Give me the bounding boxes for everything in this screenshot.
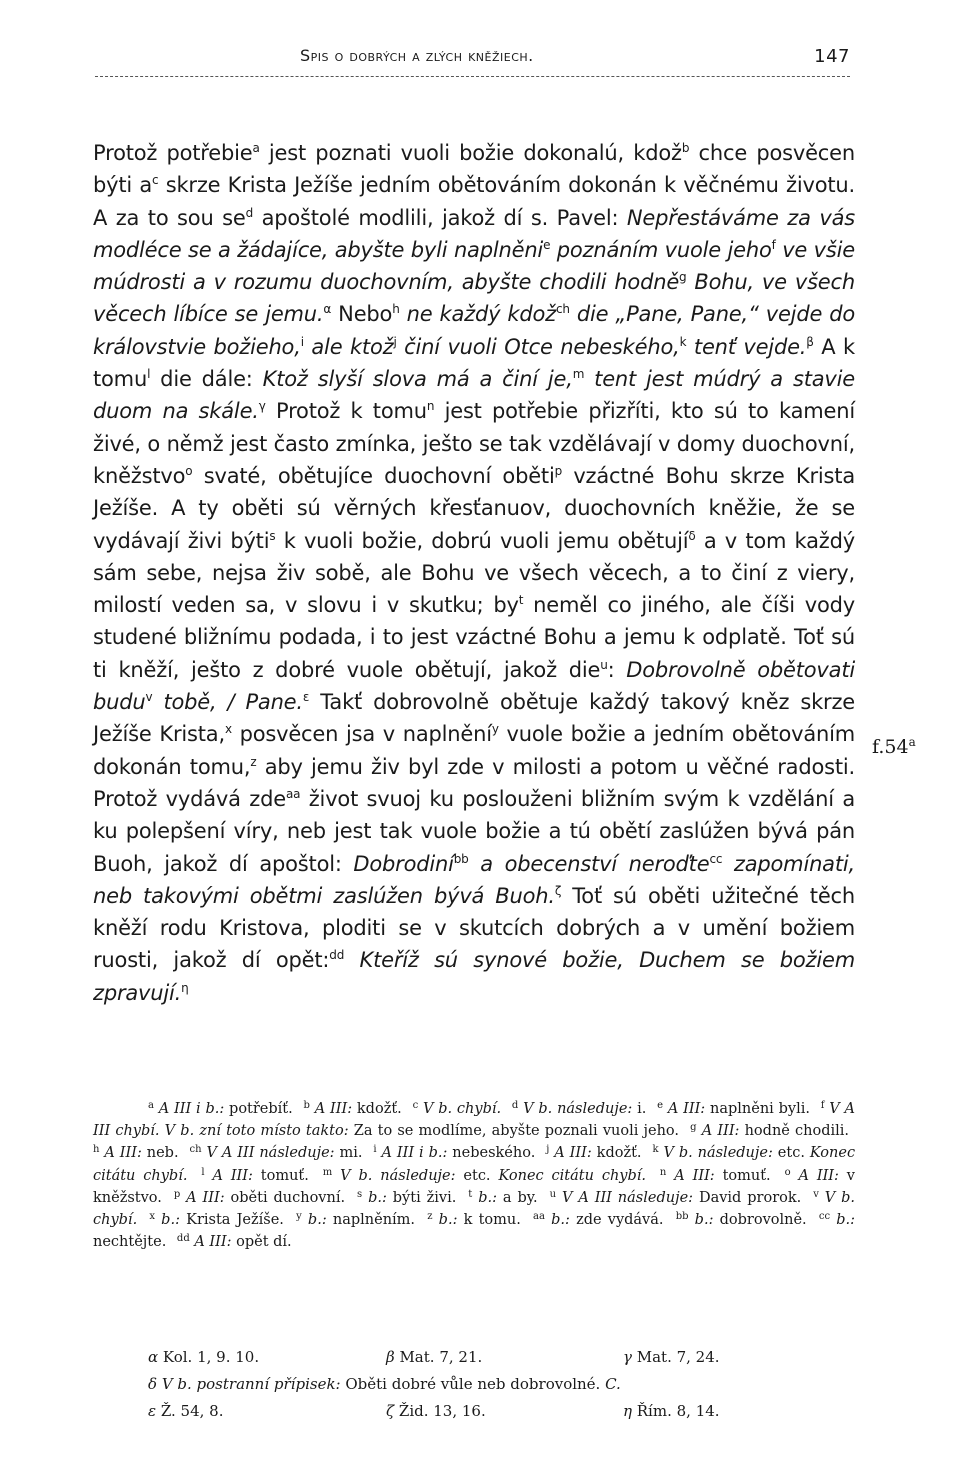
footnote-text: A III i b.: (381, 1145, 448, 1162)
quotation: Dobrovolně obětovati budu (93, 657, 855, 715)
footnote-b (304, 1101, 402, 1117)
footnote-text: David prorok. (693, 1189, 802, 1206)
text: Toť sú oběti užitečné těch kněží rodu Kristova, ploditi se v skutcích dobrých a v umění božiem ruosti, jakož dí opět: (93, 883, 855, 973)
reference-mark: α (323, 302, 332, 317)
footnote-text: nebeského. (447, 1145, 536, 1162)
reference-note: C. (605, 1375, 621, 1393)
text: jest potřebie přizříti, kto sú to kamení živé, o němž jest často zmínka, ješto se tak vzdělávají v domy duochovní, kněžstvo (93, 399, 855, 488)
footnote-mark: j (393, 334, 397, 349)
page-number: 147 (814, 46, 850, 67)
reference-mark: γ (623, 1348, 637, 1366)
footnote-text: V b. chybí. (93, 1189, 856, 1229)
reference-mark: ε (148, 1402, 161, 1420)
footnote-text: A III i b.: (158, 1101, 225, 1117)
text (344, 948, 359, 972)
reference-row (148, 1344, 848, 1371)
footnote-mark: v (145, 690, 153, 705)
footnote-text: Konec citátu chybí. (93, 1145, 856, 1184)
footnote-mark: o (185, 463, 193, 478)
footnote-text: A III: (194, 1234, 232, 1251)
footnote-mark: h (392, 302, 400, 317)
footnote-aa (533, 1212, 664, 1228)
reference-text: Oběti dobré vůle neb dobrovolné. (340, 1375, 606, 1393)
footnote-text: v kněžstvo. (93, 1167, 856, 1206)
footnote-mark: bb (675, 1211, 689, 1223)
footnote-mark: cc (709, 851, 723, 866)
footnote-text: A III: (701, 1123, 740, 1140)
footnote-e (657, 1101, 810, 1117)
text: Protož k tomu (265, 399, 427, 424)
footnote-mark: u (600, 657, 608, 672)
footnote-mark: ch (189, 1144, 202, 1156)
footnote-text: V A III následuje: (561, 1189, 694, 1206)
reference-text: Mat. 7, 21. (399, 1348, 483, 1366)
footnote-mark: z (250, 754, 257, 769)
quotation: a obecenství neroďte (468, 851, 710, 876)
footnote-mark: t (518, 593, 524, 608)
footnote-a (148, 1101, 293, 1117)
quotation: činí vuoli Otce nebeského, (396, 334, 680, 359)
footnote-text: kdožť. (352, 1101, 402, 1117)
footnote-y (296, 1212, 415, 1228)
text: jest poznati vuoli božie dokonalú, kdož (259, 141, 682, 165)
footnote-text: zde vydává. (569, 1212, 664, 1229)
footnote-mark: y (296, 1211, 302, 1223)
footnote-mark: c (152, 173, 159, 188)
text: vuole božie a jedním obětováním dokonán tomu, (93, 722, 856, 779)
footnote-mark: b (681, 141, 690, 155)
quotation: tent jest múdrý a stavie duom na skále. (93, 367, 855, 424)
footnote-g (690, 1123, 849, 1139)
footnote-mark: f (820, 1100, 825, 1111)
footnote-mark: l (147, 367, 151, 382)
footnote-text: b.: (836, 1212, 855, 1229)
footnote-mark: h (93, 1144, 100, 1156)
reference-mark: η (623, 1402, 637, 1420)
reference-δ (148, 1371, 621, 1398)
reference-text: Řím. 8, 14. (636, 1402, 720, 1420)
text: vzáctné Bohu skrze Krista Ježíše. A ty oběti sú věrných křesťanuov, duochovních kněžie, že se vydávají živi býti (93, 463, 856, 553)
text: neměl co jiného, ale číši vody studené bližnímu podada, i to jest vzáctné Bohu a jemu k odplatě. Toť sú ti kněží, ješto z dobré vuole obětují, jakož die (93, 593, 855, 682)
footnote-text: A III: (212, 1167, 253, 1184)
footnote-text: b.: (551, 1212, 570, 1229)
footnote-mark: d (245, 205, 254, 220)
footnote-mark: y (491, 722, 499, 737)
footnote-mark: e (657, 1100, 664, 1111)
footnote-mark: dd (329, 948, 345, 963)
reference-mark: β (806, 334, 814, 349)
text: život svuoj ku poslouženi bližním svým k vzdělání a ku polepšení víry, neb jest tak vuole božie a tú obětí zaslúžen bývá pán Buoh, jakož dí apoštol: (93, 786, 855, 876)
footnote-text: tomuť. (714, 1167, 771, 1184)
footnote-text: i. (632, 1101, 647, 1117)
footnote-text: b.: (694, 1212, 714, 1229)
footnote-text: etc. (455, 1167, 499, 1184)
footnote-c (413, 1101, 502, 1117)
footnote-mark: i (373, 1144, 377, 1156)
footnote-l (201, 1168, 309, 1184)
footnote-text: V b. následuje: (663, 1145, 773, 1162)
footnote-text: opět dí. (231, 1234, 292, 1251)
text: aby jemu živ byl zde v milosti a potom u věčné radosti. Protož vydává zde (93, 754, 855, 811)
footnote-j (546, 1145, 641, 1161)
footnote-mark: s (269, 528, 276, 543)
footnote-x (149, 1212, 284, 1228)
text: die dále: (150, 367, 263, 392)
quotation: Dobrodiní (353, 851, 454, 876)
footnote-mark: u (549, 1188, 557, 1200)
footnote-s (357, 1190, 456, 1206)
footnote-mark: g (690, 1122, 697, 1134)
reference-text: Žid. 13, 16. (398, 1402, 486, 1420)
footnote-text: A III: (104, 1145, 142, 1162)
footnote-text: tomuť. (252, 1167, 309, 1184)
footnote-text: mi. (334, 1145, 363, 1162)
reference-mark: ζ (386, 1402, 399, 1420)
footnote-mark: aa (285, 786, 301, 801)
footnote-text: naplněním. (326, 1212, 416, 1229)
footnote-text: A III: (186, 1189, 225, 1206)
reference-mark: γ (258, 399, 266, 414)
footnote-text: b.: (161, 1212, 180, 1229)
footnote-text: V b. následuje: (523, 1101, 633, 1117)
reference-mark: δ (148, 1375, 162, 1393)
footnote-list (93, 1098, 855, 1253)
reference-ε (148, 1398, 223, 1425)
header-rule (95, 76, 850, 77)
footnote-text: nechtějte. (93, 1234, 167, 1251)
footnote-mark: o (784, 1166, 791, 1178)
text: svaté, obětujíce duochovní oběti (192, 463, 555, 488)
reference-text: Kol. 1, 9. 10. (162, 1348, 260, 1366)
reference-row (148, 1398, 848, 1425)
footnote-ch (190, 1145, 363, 1161)
quotation: Kteříž sú synové božie, Duchem se božiem zpravují. (93, 948, 855, 1005)
folio-sup: a (908, 735, 916, 749)
footnote-text: A III: (554, 1145, 592, 1162)
footnote-text: b.: (368, 1189, 387, 1206)
footnotes (93, 1098, 855, 1253)
footnote-mark: s (357, 1188, 363, 1200)
quotation: tobě, / Pane. (152, 690, 303, 715)
footnote-mark: x (224, 722, 232, 737)
footnote-mark: z (427, 1211, 433, 1223)
footnote-mark: g (679, 270, 687, 285)
footnote-text: A III: (798, 1167, 839, 1184)
footnote-mark: a (148, 1100, 154, 1111)
footnote-mark: e (543, 237, 551, 252)
reference-mark: α (148, 1348, 163, 1366)
footnote-text: b.: (478, 1189, 497, 1206)
footnote-text: dobrovolně. (713, 1212, 807, 1229)
footnote-text: V A III následuje: (206, 1145, 335, 1162)
footnote-text: V b. chybí. (422, 1101, 502, 1117)
text: a v tom každý sám sebe, nejsa živ sobě, ale Bohu ve všech věcech, a to činí z viery, milostí veden sa, v slovu i v skutku; by (93, 528, 855, 618)
reference-η (623, 1398, 720, 1425)
reference-ζ (386, 1398, 486, 1425)
footnote-mark: ch (555, 302, 570, 317)
running-title: Spis o dobrých a zlých kněžiech. (300, 46, 534, 65)
quotation: die „Pane, Pane,“ vejde do královstvie božieho, (93, 302, 856, 359)
footnote-p (174, 1190, 345, 1206)
text: Nebo (331, 302, 393, 327)
reference-mark: η (181, 980, 189, 995)
quotation: zapomínati, neb takovými obětmi zaslúžen bývá Buoh. (93, 851, 855, 908)
folio-label: f.54 (872, 736, 909, 758)
footnote-text: potřebíť. (224, 1101, 293, 1117)
reference-mark: ε (302, 690, 310, 705)
footnote-text: Konec citátu chybí. (498, 1167, 647, 1184)
footnote-mark: v (813, 1188, 819, 1200)
footnote-text: kdožť. (591, 1145, 642, 1162)
footnote-mark: a (252, 141, 260, 155)
footnote-mark: c (412, 1100, 419, 1111)
quotation: ne každý kdož (399, 302, 556, 327)
quotation: poznáním vuole jeho (550, 237, 772, 262)
text: : (607, 657, 627, 682)
footnote-mark: aa (533, 1211, 545, 1223)
footnote-mark: d (511, 1100, 519, 1111)
footnote-text: hodně chodili. (739, 1123, 850, 1140)
footnote-h (93, 1145, 179, 1161)
quotation: Nepřestáváme za vás modléce se a žádajíce, abyšte byli naplněni (93, 205, 856, 262)
footnote-mark: j (546, 1144, 550, 1156)
reference-mark: δ (688, 528, 696, 543)
reference-text: Ž. 54, 8. (160, 1402, 224, 1420)
footnote-text: A III: (674, 1167, 715, 1184)
footnote-mark: l (201, 1166, 205, 1178)
reference-mark: ζ (554, 883, 562, 898)
text: posvěcen jsa v naplnění (231, 722, 492, 747)
footnote-text: Za to se modlíme, abyšte poznali vuoli jeho. (348, 1123, 680, 1140)
footnote-m (323, 1168, 646, 1184)
footnote-mark: n (659, 1166, 667, 1178)
footnote-text: oběti duchovní. (224, 1189, 346, 1206)
footnote-mark: f (771, 237, 776, 252)
footnote-mark: cc (818, 1211, 831, 1223)
footnote-mark: k (679, 334, 687, 349)
footnote-mark: p (173, 1188, 181, 1200)
quotation: ale ktož (303, 334, 394, 359)
footnote-mark: dd (176, 1233, 190, 1245)
footnote-mark: i (300, 334, 304, 349)
quotation: Bohu, ve všech věcech líbíce se jemu. (93, 270, 855, 327)
reference-α (148, 1344, 259, 1371)
footnote-mark: m (322, 1166, 333, 1178)
quotation: Ktož slyší slova má a činí je, (262, 367, 573, 392)
footnote-text: neb. (141, 1145, 179, 1162)
text: k vuoli božie, dobrú vuoli jemu obětují (275, 528, 689, 553)
footnote-d (512, 1101, 646, 1117)
footnote-z (427, 1212, 521, 1228)
text: chce posvěcen býti a (93, 141, 855, 198)
footnote-n (660, 1168, 771, 1184)
reference-text: Mat. 7, 24. (636, 1348, 720, 1366)
reference-β (386, 1344, 482, 1371)
running-header (95, 46, 850, 76)
footnote-mark: b (303, 1100, 310, 1111)
footnote-text: naplněni byli. (705, 1101, 810, 1117)
footnote-text: a by. (497, 1189, 538, 1206)
reference-γ (623, 1344, 720, 1371)
footnote-text: b.: (307, 1212, 327, 1229)
text: A k tomu (93, 334, 855, 392)
footnote-bb (676, 1212, 807, 1228)
footnote-text: A III: (667, 1101, 706, 1117)
text: apoštolé modlili, jakož dí s. Pavel: (253, 205, 627, 230)
footnote-text: A III: (314, 1101, 353, 1117)
main-text (93, 137, 855, 1009)
reference-note: V b. postranní přípisek: (161, 1375, 341, 1393)
footnote-text: V b. následuje: (340, 1167, 456, 1184)
text: Protož potřebie (93, 141, 253, 165)
footnote-t (468, 1190, 537, 1206)
reference-row (148, 1371, 848, 1398)
margin-folio-note (872, 736, 916, 758)
footnote-text: V A III chybí. V b. zní toto místo takto: (93, 1101, 855, 1140)
footnote-mark: x (149, 1211, 155, 1223)
footnote-mark: p (554, 463, 563, 478)
quotation: ve všie múdrosti a v rozumu duochovním, abyšte chodili hodně (93, 237, 855, 295)
text: Takť dobrovolně obětuje každý takový kněz skrze Ježíše Krista, (93, 690, 856, 747)
footnote-mark: n (426, 399, 435, 414)
footnote-mark: k (652, 1144, 659, 1156)
footnote-text: etc. (772, 1145, 810, 1162)
reference-mark: β (386, 1348, 400, 1366)
quotation: tenť vejde. (686, 334, 807, 359)
footnote-mark: t (468, 1188, 473, 1200)
footnote-text: býti živi. (386, 1189, 457, 1206)
footnote-text: Krista Ježíše. (179, 1212, 284, 1229)
footnote-text: b.: (438, 1212, 458, 1229)
footnote-text: k tomu. (457, 1212, 521, 1229)
footnote-u (550, 1190, 802, 1206)
text: skrze Krista Ježíše jedním obětováním dokonán k věčnému životu. A za to sou se (93, 173, 855, 230)
scripture-references (148, 1344, 848, 1425)
footnote-mark: bb (453, 851, 469, 866)
footnote-dd (177, 1234, 292, 1250)
footnote-i (373, 1145, 535, 1161)
footnote-mark: m (572, 367, 585, 382)
